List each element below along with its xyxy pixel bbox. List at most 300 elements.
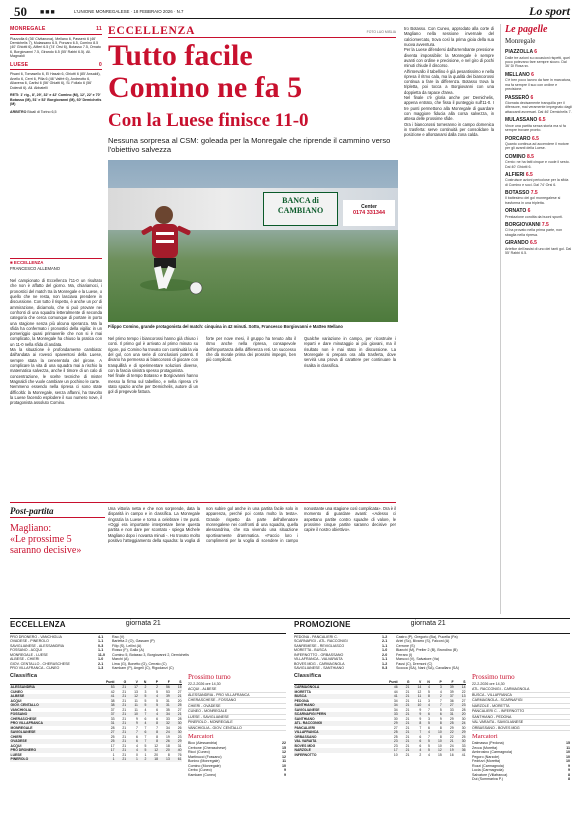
stat-cell: 9 bbox=[419, 712, 422, 717]
rating-text: Il battesimo del gol monregalese si trasforma in una tripletta. bbox=[505, 196, 561, 205]
match-scorers: Scocca (SA), Nani (SA), Cavallaro (SA) bbox=[396, 666, 459, 671]
match-score: 2-0 bbox=[382, 652, 388, 657]
team-cell: VAL VARAITA bbox=[294, 739, 317, 744]
promozione-giornata: giornata 21 bbox=[410, 620, 446, 627]
stat-cell: 30 bbox=[393, 716, 398, 721]
rating-vote: 6 bbox=[534, 49, 538, 56]
stat-cell: 6 bbox=[419, 743, 422, 748]
scorer-goals: 12 bbox=[282, 754, 286, 759]
eccellenza-head bbox=[10, 620, 286, 634]
stat-cell: 21 bbox=[405, 730, 410, 735]
stat-cell: 11 bbox=[134, 698, 138, 703]
rating-entry bbox=[505, 208, 572, 219]
stat-cell: 21 bbox=[405, 698, 410, 703]
team-cell: NARZOLE bbox=[294, 748, 311, 753]
stat-cell: 21 bbox=[177, 712, 182, 717]
stat-cell: 26 bbox=[165, 739, 170, 744]
stat-cell: 33 bbox=[461, 743, 466, 748]
match-row: INFERNOTTO - ORBASSANO bbox=[294, 652, 344, 657]
rating-text: C'è ben poco lavoro da fare in marcatura, ma fa sempre il suo con ordine e precisione. bbox=[505, 78, 572, 92]
stat-cell: 38 bbox=[110, 703, 115, 708]
table-head-cell: G bbox=[123, 679, 127, 684]
stat-cell: 4 bbox=[427, 752, 430, 757]
goals-text: 1' rig., 8', 29', 32' e 42' Comino (M), 12', 22' e 70' Botasso (M), 51' e 52' Borgiovanni (M), 60' Demichelis (M) bbox=[10, 93, 102, 107]
stat-cell: 8 bbox=[156, 734, 159, 739]
scorer-name: Kamkam (Cuneo) bbox=[188, 772, 217, 777]
referee-label: ARBITRO bbox=[10, 109, 27, 114]
stat-cell: 3 bbox=[439, 685, 442, 690]
stat-cell: 25 bbox=[177, 703, 182, 708]
match-scorers: Barletta 2 (O), Gassam (P) bbox=[112, 639, 155, 644]
stat-cell: 12 bbox=[134, 694, 138, 699]
stat-cell: 21 bbox=[405, 725, 410, 730]
rating-text: Prestazione condita da buoni spunti. bbox=[505, 214, 563, 219]
stat-cell: 21 bbox=[405, 743, 410, 748]
stat-cell: 33 bbox=[449, 707, 454, 712]
scorer-name: Salvatore (Villafranca) bbox=[472, 772, 508, 777]
scorer-name: Bonino (Monregale) bbox=[188, 759, 220, 764]
stat-cell: 19 bbox=[449, 748, 454, 753]
stat-cell: 13 bbox=[461, 694, 466, 699]
stat-cell: 1 bbox=[112, 757, 115, 762]
next-match: CARMAGNOLA - SCARNAFIGI bbox=[472, 698, 570, 703]
rating-entry bbox=[505, 154, 572, 169]
scorer-goals: 10 bbox=[566, 750, 570, 755]
rating-text: Cento: ne ha fatti cinque e vuole il sesto. Dal 40' Ghiotti 6. bbox=[505, 160, 570, 169]
stat-cell: 39 bbox=[165, 694, 170, 699]
byline-tag: ■ ECCELLENZA bbox=[10, 260, 44, 265]
promozione-table-title: Classifica bbox=[294, 672, 322, 679]
stat-cell: 7 bbox=[144, 725, 147, 730]
stat-cell: 21 bbox=[405, 689, 410, 694]
team-cell: BUSCA bbox=[294, 694, 307, 699]
stat-cell: 4 bbox=[136, 743, 138, 748]
stat-cell: 12 bbox=[437, 748, 442, 753]
deck: Nessuna sorpresa al CSM: goleada per la Monregale che riprende il cammino verso l'obiettivo salvezza bbox=[108, 136, 391, 154]
stat-cell: 21 bbox=[405, 712, 410, 717]
match-scorers: Lima (G), Bonetto (G), Cerrato (C) bbox=[112, 661, 167, 666]
rating-player: MULASSANO bbox=[505, 117, 538, 124]
stat-cell: 2 bbox=[144, 757, 147, 762]
stat-cell: 3 bbox=[427, 716, 430, 721]
post-match-box bbox=[10, 502, 396, 614]
stat-cell: 7 bbox=[439, 703, 442, 708]
stat-cell: 33 bbox=[110, 716, 115, 721]
stat-cell: 35 bbox=[165, 707, 170, 712]
stat-cell: 6 bbox=[419, 739, 422, 744]
stat-cell: 4 bbox=[419, 748, 422, 753]
stat-cell: 44 bbox=[393, 689, 398, 694]
next-match: VAL VARAITA - SAVIGLIANESE bbox=[472, 720, 570, 725]
team-cell: OVADESE bbox=[10, 739, 27, 744]
stat-cell: 0 bbox=[136, 752, 138, 757]
promozione-next-list bbox=[472, 687, 570, 731]
stat-cell: 37 bbox=[110, 712, 115, 717]
ratings-sidebar bbox=[500, 24, 572, 614]
goals bbox=[10, 93, 102, 106]
promozione-table bbox=[294, 680, 466, 758]
promozione-next-date: 22-2-2026 ore 14,30 bbox=[472, 681, 505, 686]
team-cell: LUESE bbox=[10, 752, 22, 757]
stat-cell: 8 bbox=[439, 734, 442, 739]
stat-cell: 5 bbox=[439, 707, 442, 712]
rating-player: BORGIOVANNI bbox=[505, 222, 541, 229]
rating-entry bbox=[505, 222, 572, 237]
stat-cell: 21 bbox=[177, 694, 182, 699]
match-scorers: Ariei (Sc), Bivarro (S), Falconi (A) bbox=[396, 639, 450, 644]
stat-cell: 21 bbox=[122, 698, 127, 703]
table-head-cell: S bbox=[463, 679, 466, 684]
rating-player: MELLANO bbox=[505, 71, 530, 78]
match-row: PEDONA - PANCALIERI C. bbox=[294, 635, 338, 639]
stat-cell: 4 bbox=[427, 685, 430, 690]
stat-cell: 10 bbox=[134, 712, 138, 717]
match-row: VILLAFRANCA - VALVARAITA bbox=[294, 657, 343, 662]
stat-cell: 34 bbox=[393, 698, 398, 703]
stat-cell: 1 bbox=[144, 752, 147, 757]
stat-cell: 27 bbox=[461, 698, 466, 703]
next-match: SANTHIANO - PEDONA bbox=[472, 715, 570, 720]
scorer-goals: 10 bbox=[566, 754, 570, 759]
rating-vote: 6 bbox=[531, 71, 534, 78]
monregale-header bbox=[10, 26, 102, 35]
stat-cell: 1 bbox=[112, 752, 115, 757]
monregale-score: 11 bbox=[96, 26, 102, 32]
team-cell: MONREGALE bbox=[10, 725, 33, 730]
stat-cell: 34 bbox=[165, 712, 170, 717]
team-cell: CHIERI bbox=[10, 734, 22, 739]
scorer-name: Lucia (Carmagnola) bbox=[472, 768, 504, 773]
byline-box bbox=[10, 258, 102, 271]
stat-cell: 36 bbox=[449, 698, 454, 703]
scorer-name: Bico (Alessandria) bbox=[188, 741, 218, 746]
stat-cell: 40 bbox=[177, 748, 182, 753]
stat-cell: 5 bbox=[144, 694, 147, 699]
stat-cell: 4 bbox=[136, 748, 138, 753]
rating-vote: 6 bbox=[530, 94, 534, 101]
stat-cell: 5 bbox=[144, 698, 147, 703]
eccellenza-next-title: Prossimo turno bbox=[188, 672, 231, 681]
team-cell: CHERASCHESE bbox=[10, 716, 37, 721]
stat-cell: 8 bbox=[156, 739, 159, 744]
team-cell: SANTHIANO bbox=[294, 703, 315, 708]
stat-cell: 7 bbox=[144, 739, 147, 744]
rating-player: PASSERÒ bbox=[505, 94, 530, 101]
article-col-3: forte per nove mesi, il gruppo ha tenuto alto il ritmo anche nella ripresa, consapevole dell'importanza della differenza reti. Un successo che dà morale prima dei prossimi impegni, ben più complicati. bbox=[206, 336, 296, 363]
rating-player: COMINO bbox=[505, 153, 526, 160]
stat-cell: 21 bbox=[122, 689, 127, 694]
stat-cell: 12 bbox=[417, 689, 422, 694]
stat-cell: 7 bbox=[144, 734, 147, 739]
stat-cell: 33 bbox=[393, 712, 398, 717]
stat-cell: 13 bbox=[134, 689, 138, 694]
sponsor-phone: 0174 331344 bbox=[352, 210, 386, 217]
stat-cell: 6 bbox=[136, 739, 138, 744]
header-dots: ■■■ bbox=[40, 9, 56, 16]
stat-cell: 21 bbox=[122, 743, 127, 748]
team-cell: VILLAFRANCA bbox=[294, 730, 319, 735]
stat-cell: 14 bbox=[417, 685, 422, 690]
monregale-team: MONREGALE bbox=[10, 26, 46, 32]
eccellenza-scorers-title: Marcatori bbox=[188, 732, 214, 740]
stat-cell: 27 bbox=[449, 703, 454, 708]
eccellenza-title: ECCELLENZA bbox=[10, 620, 66, 629]
team-cell: ALESSANDRIA bbox=[10, 685, 35, 690]
table-head-cell: Punti bbox=[389, 679, 398, 684]
stat-cell: 38 bbox=[110, 698, 115, 703]
stat-cell: 12 bbox=[154, 748, 159, 753]
stat-cell: 30 bbox=[461, 725, 466, 730]
stat-cell: 11 bbox=[417, 694, 422, 699]
stat-cell: 5 bbox=[144, 703, 147, 708]
promozione-next-title: Prossimo turno bbox=[472, 672, 515, 681]
stat-cell: 5 bbox=[144, 743, 147, 748]
rating-text: Quanto continua ad accendere il motore per gli avanti della Luese. bbox=[505, 141, 569, 151]
eccellenza-table-title: Classifica bbox=[10, 672, 38, 679]
stat-cell: 31 bbox=[177, 743, 182, 748]
eccellenza-table bbox=[10, 680, 182, 762]
match-scorers: Marucci (V), Salvatore (Va) bbox=[396, 657, 440, 662]
stat-cell: 28 bbox=[461, 707, 466, 712]
stat-cell: 9 bbox=[136, 716, 138, 721]
table-head-cell: P bbox=[439, 679, 442, 684]
rating-player: GIRANDO bbox=[505, 240, 529, 247]
team-cell: CARMAGNOLA bbox=[294, 685, 320, 690]
sponsor-name: BANCA di CAMBIANO bbox=[277, 196, 324, 215]
scorer-goals: 8 bbox=[568, 776, 570, 781]
stat-cell: 23 bbox=[393, 743, 398, 748]
stat-cell: 41 bbox=[110, 694, 115, 699]
stat-cell: 10 bbox=[437, 730, 442, 735]
stat-cell: 32 bbox=[165, 721, 170, 726]
rating-vote: 6.5 bbox=[538, 117, 546, 124]
stat-cell: 21 bbox=[122, 694, 127, 699]
promozione-table-box bbox=[294, 673, 466, 782]
rating-player: ORNATO bbox=[505, 208, 527, 215]
match-scorers: Rosso (F), Gallo (A) bbox=[112, 648, 144, 653]
match-score: 1-2 bbox=[382, 661, 388, 666]
stat-cell: 5 bbox=[427, 689, 430, 694]
stat-cell: 41 bbox=[461, 752, 466, 757]
scorer-row bbox=[472, 777, 570, 781]
stat-cell: 20 bbox=[177, 698, 182, 703]
scorer-goals: 15 bbox=[566, 741, 570, 746]
stat-cell: 2 bbox=[144, 685, 147, 690]
stat-cell: 4 bbox=[156, 694, 159, 699]
scorer-row bbox=[188, 773, 286, 777]
post-match-quote: «Le prossime 5 saranno decisive» bbox=[10, 534, 82, 556]
stat-cell: 21 bbox=[405, 748, 410, 753]
scorer-name: Dui (Sommariva P.) bbox=[472, 776, 503, 781]
stat-cell: 31 bbox=[165, 698, 170, 703]
goals-label: RETI: bbox=[10, 93, 20, 98]
match-row: SCARNAFIGI - ATL. RACCONIGI bbox=[294, 639, 348, 644]
stat-cell: 22 bbox=[461, 689, 466, 694]
eccellenza-results-area bbox=[10, 635, 286, 671]
stat-cell: 2 bbox=[419, 752, 422, 757]
match-scorers: Kamkam (P), Angeli (C), Rigodanzi (C) bbox=[112, 666, 174, 671]
table-row bbox=[10, 757, 182, 762]
stat-cell: 46 bbox=[393, 685, 398, 690]
stat-cell: 31 bbox=[110, 721, 115, 726]
match-row: MONREGALE - LUESE bbox=[10, 652, 48, 657]
rating-text: Costruisce azioni pericolose per la sfida di Comino e soci. Dal 74' Orsi 6. bbox=[505, 178, 569, 187]
stat-cell: 8 bbox=[156, 721, 159, 726]
rating-entry bbox=[505, 240, 572, 255]
stat-cell: 21 bbox=[405, 703, 410, 708]
stat-cell: 21 bbox=[122, 721, 127, 726]
eccellenza-giornata: giornata 21 bbox=[125, 620, 161, 627]
stat-cell: 31 bbox=[449, 712, 454, 717]
match-row: FOSSANO - ACQUI bbox=[10, 648, 42, 653]
match-score: 2-1 bbox=[382, 639, 388, 644]
table-head-cell: N bbox=[427, 679, 430, 684]
rating-player: BOTASSO bbox=[505, 190, 530, 197]
next-match: VANCHIGLIA - GIOV. CENTALLO bbox=[188, 726, 286, 731]
team-cell: SCARNAFIGI PERN bbox=[294, 712, 326, 717]
team-cell: PINEROLO bbox=[10, 757, 29, 762]
match-scorers: Ferraro (I) bbox=[396, 652, 413, 657]
page-number: 50 bbox=[14, 4, 27, 19]
team-cell: SAVIGLIANESE bbox=[294, 707, 320, 712]
stat-cell: 21 bbox=[405, 734, 410, 739]
promozione-scorers-title: Marcatori bbox=[472, 732, 498, 740]
rating-text: Dalle tre azioni su occasioni rispetti, quel poco potevano fare sempre sicuro. Dal 36' Di Rosa sv. bbox=[505, 55, 570, 69]
stat-cell: 5 bbox=[156, 703, 159, 708]
stat-cell: 6 bbox=[439, 712, 442, 717]
stat-cell: 37 bbox=[449, 694, 454, 699]
next-match: CHERASCHESE - FOSSANO bbox=[188, 698, 286, 703]
next-match: BUSCA - VILLAFRANCA bbox=[472, 693, 570, 698]
next-match: PANCALIERI C. - INFERNOTTO bbox=[472, 709, 570, 714]
stat-cell: 11 bbox=[134, 707, 138, 712]
stat-cell: 9 bbox=[419, 707, 422, 712]
stat-cell: 12 bbox=[154, 743, 159, 748]
team-cell: MORETTA bbox=[294, 689, 312, 694]
stat-cell: 2 bbox=[156, 685, 159, 690]
match-score: 1-0 bbox=[382, 648, 388, 653]
rating-player: ALFIERI bbox=[505, 172, 525, 179]
stat-cell: 18 bbox=[165, 743, 170, 748]
stat-cell: 5 bbox=[144, 748, 147, 753]
eccellenza-matches bbox=[10, 635, 98, 671]
eccellenza-table-box bbox=[10, 673, 182, 777]
next-match: ATL. RACCONIGI - CARMAGNOLA bbox=[472, 687, 570, 692]
scorer-goals: 10 bbox=[566, 759, 570, 764]
match-score: 11-0 bbox=[98, 652, 105, 657]
stat-cell: 24 bbox=[461, 721, 466, 726]
referee-text: Bicali di Torino 6,5 bbox=[27, 109, 57, 114]
stat-cell: 20 bbox=[154, 752, 159, 757]
photo-credit: FOTO LUO MISLIA bbox=[366, 30, 396, 34]
stat-cell: 5 bbox=[427, 743, 430, 748]
team-cell: ACQUI bbox=[10, 698, 22, 703]
ratings-team: Monregale bbox=[505, 36, 536, 45]
stat-cell: 8 bbox=[439, 721, 442, 726]
stat-cell: 8 bbox=[156, 730, 159, 735]
scorer-goals: 9 bbox=[568, 763, 570, 768]
match-score: 1-3 bbox=[98, 666, 104, 671]
stat-cell: 19 bbox=[165, 734, 170, 739]
stat-cell: 27 bbox=[177, 707, 182, 712]
rating-vote: 6.5 bbox=[525, 172, 533, 179]
stat-cell: 6 bbox=[136, 734, 138, 739]
match-score: 1-1 bbox=[382, 657, 388, 662]
monregale-lineup: Piazzolla 6 (36' Civitanova), Mellano 6, Passerò 6 (46' Demichelis 7), Mulassano 6.5, Porcaro 6.5, Comino 8.5 (40' Ghiotti 6), Alfieri 6.5 (74' Orsi 6), Botasso 7.5, Ornato 6, Borgiovanni 7.5, Girando 6.5 (55' Rabbi 6.5). All. Magnaldi bbox=[10, 36, 101, 59]
table-row bbox=[294, 753, 466, 758]
match-report bbox=[10, 26, 102, 251]
stat-cell: 5 bbox=[427, 721, 430, 726]
promozione-lower bbox=[294, 673, 570, 782]
stat-cell: 4 bbox=[144, 721, 147, 726]
scorer-goals: 9 bbox=[284, 772, 286, 777]
stat-cell: 10 bbox=[437, 743, 442, 748]
eccellenza-scorers bbox=[112, 635, 286, 671]
photo-caption: Filippo Comino, grande protagonista del match: cinquina in 42 minuti. Sotto, Francesco Borgiovanni e Matteo Mellano bbox=[108, 324, 343, 329]
promozione-matches bbox=[294, 635, 382, 671]
team-cell: PANCALIERI bbox=[294, 725, 315, 730]
luese-score: 0 bbox=[98, 61, 102, 68]
scorer-goals: 9 bbox=[284, 768, 286, 773]
stat-cell: 24 bbox=[165, 730, 170, 735]
rating-vote: 7.5 bbox=[530, 190, 538, 197]
team-cell: VANCHIGLIA bbox=[10, 707, 32, 712]
rating-vote: 6.5 bbox=[531, 135, 539, 142]
stat-cell: 21 bbox=[405, 721, 410, 726]
stat-cell: 6 bbox=[144, 716, 147, 721]
sponsor-left: Center bbox=[361, 204, 377, 210]
match-row: PRO VILLAFRANCA - CUNEO bbox=[10, 666, 60, 671]
stat-cell: 27 bbox=[110, 730, 115, 735]
promozione-head bbox=[294, 620, 570, 634]
table-head-cell: P bbox=[155, 679, 159, 684]
referee bbox=[10, 110, 102, 114]
stat-cell: 25 bbox=[110, 734, 115, 739]
stat-cell: 39 bbox=[449, 685, 454, 690]
promozione-scores bbox=[382, 635, 396, 671]
scorer-goals: 11 bbox=[566, 745, 570, 750]
match-scorers: Comino 5, Botasso 3, Borgiovanni 2, Demichelis bbox=[112, 652, 189, 657]
scorer-name: Cerbo (Cuneo) bbox=[188, 768, 212, 773]
team-cell: PRO VILLAFRANCA bbox=[10, 721, 43, 726]
stat-cell: 4 bbox=[439, 689, 442, 694]
stat-cell: 6 bbox=[427, 725, 430, 730]
stat-cell: 30 bbox=[461, 716, 466, 721]
stat-cell: 7 bbox=[144, 712, 147, 717]
header-info: L'UNIONE MONREGALESE · 18 FEBBRAIO 2026 · N.7 bbox=[74, 9, 184, 14]
promozione-scorers-list bbox=[472, 741, 570, 781]
stat-cell: 9 bbox=[439, 716, 442, 721]
ratings-list bbox=[505, 49, 572, 255]
eccellenza-next-list bbox=[188, 687, 286, 731]
stat-cell: 34 bbox=[165, 725, 170, 730]
stat-cell: 21 bbox=[405, 694, 410, 699]
rating-entry bbox=[505, 190, 572, 205]
match-score: 2-1 bbox=[98, 661, 104, 666]
luese-lineup: Pisani 6, Tomasello 6, El Hasab 6, Ghiotti 6 (85' Ansaldi), Anello 6, Cerri 6, Pilla 6 (46' Valfrè 6), Andreotto 6, Allavena 6, Carlisi 6 (56' Ghiatti 6), Si. Follalo 6 (56' Dolendi 6). All. Abbatelli bbox=[10, 72, 101, 90]
stat-cell: 7 bbox=[156, 725, 159, 730]
rating-vote: 6 bbox=[527, 208, 531, 215]
stat-cell: 21 bbox=[122, 757, 127, 762]
stat-cell: 17 bbox=[110, 748, 115, 753]
stat-cell: 25 bbox=[449, 721, 454, 726]
stat-cell: 27 bbox=[177, 689, 182, 694]
rating-vote: 7.5 bbox=[541, 222, 549, 229]
next-match: LUESE - SAVIGLIANESE bbox=[188, 715, 286, 720]
rating-entry bbox=[505, 117, 572, 132]
team-cell: ALBESE bbox=[10, 694, 25, 699]
stat-cell: 37 bbox=[110, 707, 115, 712]
